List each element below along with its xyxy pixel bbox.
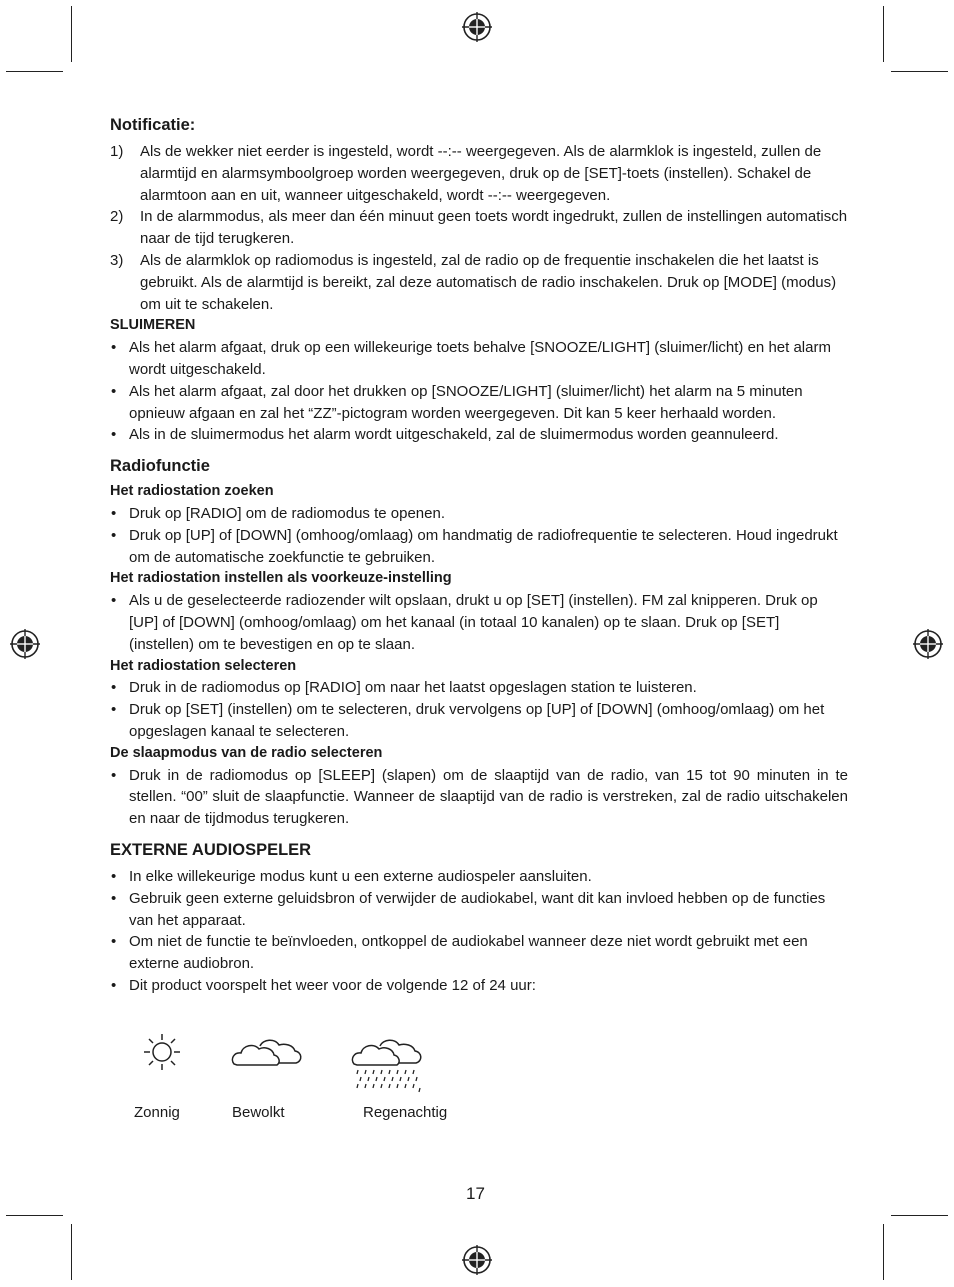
bullet: • (111, 592, 117, 610)
item-text: Druk op [UP] of [DOWN] (omhoog/omlaag) om handmatig de radiofrequentie te selecteren. Houd ingedrukt om de automatische zoekfunctie te gebruiken. (129, 526, 838, 566)
subheading-slaapmodus: De slaapmodus van de radio selecteren (110, 744, 383, 761)
weather-label-rainy: Regenachtig (363, 1104, 448, 1121)
page-content (110, 114, 848, 997)
bullet-item (110, 931, 848, 975)
bullet: • (111, 701, 117, 719)
subheading-selecteren: Het radiostation selecteren (110, 657, 297, 674)
section-heading-notificatie: Notificatie: (110, 116, 196, 134)
bullet: • (111, 382, 117, 400)
bullet: • (111, 933, 117, 951)
item-text: Gebruik geen externe geluidsbron of verwijder de audiokabel, want dit kan invloed hebben op de functies van het apparaat. (129, 889, 826, 929)
registration-mark-icon (912, 628, 944, 660)
numbered-item (110, 141, 848, 206)
section-heading-externe-audiospeler: EXTERNE AUDIOSPELER (110, 840, 312, 859)
crop-mark (883, 1224, 884, 1280)
bullet-item (110, 590, 848, 655)
subheading-voorkeuze: Het radiostation instellen als voorkeuze-instelling (110, 570, 452, 587)
weather-label-sunny: Zonnig (134, 1104, 180, 1121)
crop-mark (891, 1215, 948, 1216)
page-number: 17 (466, 1184, 485, 1203)
bullet: • (111, 889, 117, 907)
item-text: Als u de geselecteerde radiozender wilt opslaan, drukt u op [SET] (instellen). FM zal knipperen. Druk op [UP] of [DOWN] (omhoog/omlaag) om het kanaal (in totaal 10 kanalen) op te slaan. Druk op [SET] (instellen) om te bevestigen en op te slaan. (129, 592, 818, 653)
crop-mark (883, 6, 884, 62)
bullet: • (111, 976, 117, 994)
bullet-item (110, 765, 848, 830)
item-text: Als het alarm afgaat, druk op een willekeurige toets behalve [SNOOZE/LIGHT] (sluimer/licht) en het alarm wordt uitgeschakeld. (129, 339, 831, 378)
registration-mark-icon (461, 1244, 493, 1276)
rain-cloud-icon (348, 1036, 428, 1096)
item-text: Druk op [RADIO] om de radiomodus te openen. (129, 504, 445, 522)
bullet-item (110, 337, 848, 381)
subheading-zoeken: Het radiostation zoeken (110, 483, 274, 500)
bullet-item (110, 424, 848, 446)
bullet: • (111, 766, 117, 784)
item-number: 2) (110, 208, 124, 226)
crop-mark (6, 71, 63, 72)
bullet-item (110, 975, 848, 997)
item-text: In elke willekeurige modus kunt u een externe audiospeler aansluiten. (129, 867, 592, 885)
bullet: • (111, 504, 117, 522)
bullet: • (111, 867, 117, 885)
bullet: • (111, 339, 117, 357)
item-text: Als de alarmklok op radiomodus is ingesteld, zal de radio op de frequentie inschakelen die het laatst is gebruikt. Als de alarmtijd is bereikt, zal deze automatisch de radio inschakelen. Druk op [MODE] (modus) om uit te schakelen. (140, 251, 837, 313)
registration-mark-icon (9, 628, 41, 660)
crop-mark (71, 6, 72, 62)
sun-icon (142, 1032, 182, 1072)
item-text: Als in de sluimermodus het alarm wordt uitgeschakeld, zal de sluimermodus worden geannuleerd. (129, 426, 779, 444)
registration-mark-icon (461, 11, 493, 43)
bullet: • (111, 679, 117, 697)
crop-mark (6, 1215, 63, 1216)
item-text: In de alarmmodus, als meer dan één minuut geen toets wordt ingedrukt, zullen de instellingen automatisch naar de tijd terugkeren. (140, 208, 848, 248)
item-text: Druk in de radiomodus op [RADIO] om naar het laatst opgeslagen station te luisteren. (129, 679, 697, 697)
bullet-item (110, 525, 848, 569)
item-text: Dit product voorspelt het weer voor de volgende 12 of 24 uur: (129, 976, 536, 994)
item-text: Om niet de functie te beïnvloeden, ontkoppel de audiokabel wanneer deze niet wordt gebruikt met een externe audiobron. (129, 933, 808, 973)
bullet: • (111, 426, 117, 444)
item-text: Als het alarm afgaat, zal door het drukken op [SNOOZE/LIGHT] (sluimer/licht) het alarm na 5 minuten opnieuw afgaan en zal het “ZZ”-pictogram worden weergegeven. Dit kan 5 keer herhaald worden. (129, 382, 803, 422)
bullet-item (110, 699, 848, 743)
item-number: 3) (110, 251, 124, 269)
bullet-item (110, 888, 848, 932)
weather-label-cloudy: Bewolkt (232, 1104, 285, 1121)
bullet-item (110, 503, 848, 525)
item-text: Als de wekker niet eerder is ingesteld, wordt --:-- weergegeven. Als de alarmklok is ingesteld, zullen de alarmtijd en alarmsymboolgroep worden weergegeven, druk op de [SET]-toets (instellen). Schakel de alarmtoon aan en uit, wanneer uitgeschakeld, wordt --:-- weergegeven. (140, 143, 822, 204)
weather-icons (130, 1030, 470, 1130)
crop-mark (891, 71, 948, 72)
bullet: • (111, 526, 117, 544)
crop-mark (71, 1224, 72, 1280)
section-heading-radiofunctie: Radiofunctie (110, 457, 210, 476)
bullet-item (110, 866, 848, 888)
cloud-icon (230, 1036, 304, 1070)
item-text: Druk op [SET] (instellen) om te selecteren, druk vervolgens op [UP] of [DOWN] (omhoog/omlaag) om het opgeslagen kanaal te selecteren. (129, 701, 825, 740)
bullet-item (110, 677, 848, 699)
numbered-item (110, 250, 848, 315)
bullet-item (110, 381, 848, 425)
numbered-item (110, 206, 848, 250)
item-number: 1) (110, 143, 124, 160)
item-text: Druk in de radiomodus op [SLEEP] (slapen) om de slaaptijd van de radio, van 15 tot 90 minuten in te stellen. “00” sluit de slaapfunctie. Wanneer de slaaptijd van de radio is verstreken, zal de radio uitschakelen en naar de tijdmodus terugkeren. (129, 766, 848, 828)
subheading-sluimeren: SLUIMEREN (110, 317, 196, 334)
